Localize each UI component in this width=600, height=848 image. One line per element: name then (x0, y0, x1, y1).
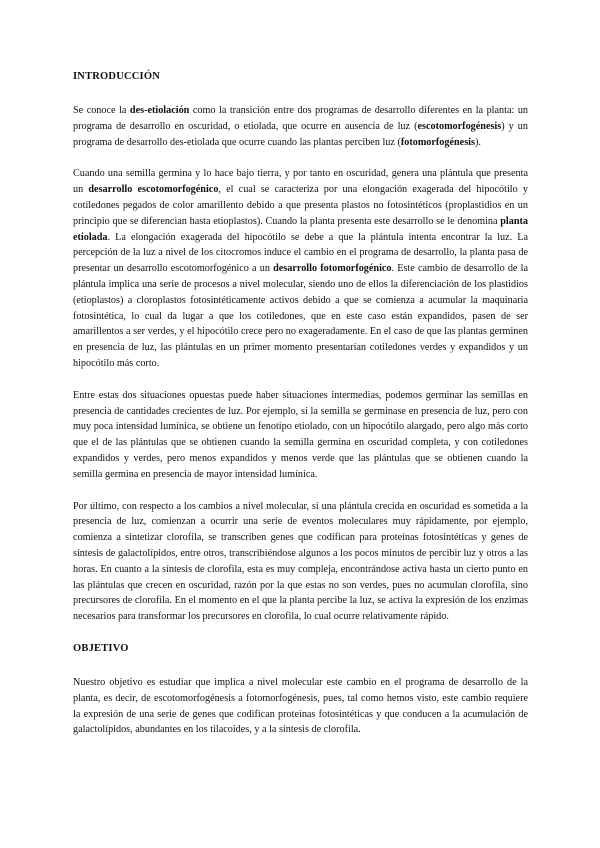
term-desarrollo-fotomorfogenico: desarrollo fotomorfogénico (273, 263, 392, 275)
term-desarrollo-escotomorfogenico: desarrollo escotomorfogénico (88, 184, 219, 196)
objetivo-heading: OBJETIVO (73, 642, 129, 654)
intro-paragraph-1: Se conoce la des-etiolación como la transición entre dos programas de desarrollo diferentes en la planta: un programa de desarrollo en oscuridad, o etiolada, que ocurre en ausencia de luz (escotomorfogénesis) y un programa de desarrollo des-etiolada que ocurre cuando las plantas perciben luz (fotomorfogénesis). (73, 105, 529, 148)
intro-paragraph-2: Cuando una semilla germina y lo hace bajo tierra, y por tanto en oscuridad, genera una plántula que presenta un desarrollo escotomorfogénico, el cual se caracteriza por una elongación exagerada del hipocótilo y cotiledones pegados de color amarillento debido a que presenta plastos no fotosintéticos (proplastidios en un principio que se diferencian hasta etioplastos). Cuando la planta presenta este desarrollo se le denomina planta etiolada. La elongación exagerada del hipocótilo se debe a que la plántula intenta encontrar la luz. La percepción de la luz a nivel de los citocromos induce el cambio en el programa de desarrollo, la planta pasa de presentar un desarrollo escotomorfogénico a un desarrollo fotomorfogénico. Este cambio de desarrollo de la plántula implica una serie de procesos a nivel molecular, siendo uno de ellos la diferenciación de los plastidios (etioplastos) a cloroplastos fotosintéticamente activos debido a que se comienza a acumular la maquinaria fotosintética, lo cual da lugar a que los cotiledones, que en este caso están expandidos, pasen de ser amarillentos a ser verdes, y el hipocótilo crece pero no exageradamente. En el caso de que las plantas germinen en presencia de luz, las plántulas en un primer momento presentarían cotiledones verdes y expandidos y un hipocótilo más corto. (73, 168, 528, 369)
intro-paragraph-4: Por último, con respecto a los cambios a nivel molecular, si una plántula crecida en oscuridad es sometida a la presencia de luz, comienzan a ocurrir una serie de eventos moleculares muy rápidamente, por ejemplo, comienza a sintetizar clorofila, se transcriben genes que codifican para proteínas fotosintéticas y genes de síntesis de galactolípidos, entre otros, transcribiéndose algunos a los pocos minutos de percibir luz y otros a las horas. En cuanto a la síntesis de clorofila, esta es muy compleja, encontrándose activa hasta un cierto punto en las plántulas que crecen en oscuridad, razón por la que estas no son verdes, pues no acumulan clorofila, sino precursores de clorofila. En el momento en el que la planta percibe la luz, se activa la expresión de los enzimas necesarios para transformar los precursores en clorofila, lo cual ocurre relativamente rápido. (73, 500, 528, 623)
term-fotomorfogenesis: fotomorfogénesis (400, 136, 475, 148)
term-planta-etiolada: planta etiolada (73, 215, 528, 243)
term-des-etiolacion: des-etiolación (129, 105, 190, 116)
intro-paragraph-3: Entre estas dos situaciones opuestas puede haber situaciones intermedias, podemos germinar las semillas en presencia de cantidades crecientes de luz. Por ejemplo, si la semilla se germinase en presencia de luz, pero con muy poca intensidad lumínica, se obtiene un fenotipo etiolado, con un hipocótilo alargado, pero algo más corto que el de las plántulas que se obtienen cuando la semilla germina en oscuridad completa, y con cotiledones expandidos y verdes, pero menos expandidos y menos verde que las plántulas que se obtienen cuando la semilla germina en presencia de mayor intensidad lumínica. (73, 389, 528, 480)
document-body (73, 70, 528, 738)
term-escotomorfogenesis: escotomorfogénesis (417, 120, 502, 132)
introduccion-heading: INTRODUCCIÓN (73, 71, 160, 82)
objetivo-paragraph: Nuestro objetivo es estudiar que implica a nivel molecular este cambio en el programa de desarrollo de la planta, es decir, de escotomorfogénesis a fotomorfogénesis, pues, tal como hemos visto, este cambio requiere la expresión de una serie de genes que codifican proteínas fotosintéticas y que conducen a la acumulación de galactolípidos, abundantes en los tilacoides, y a la síntesis de clorofila. (73, 676, 528, 736)
